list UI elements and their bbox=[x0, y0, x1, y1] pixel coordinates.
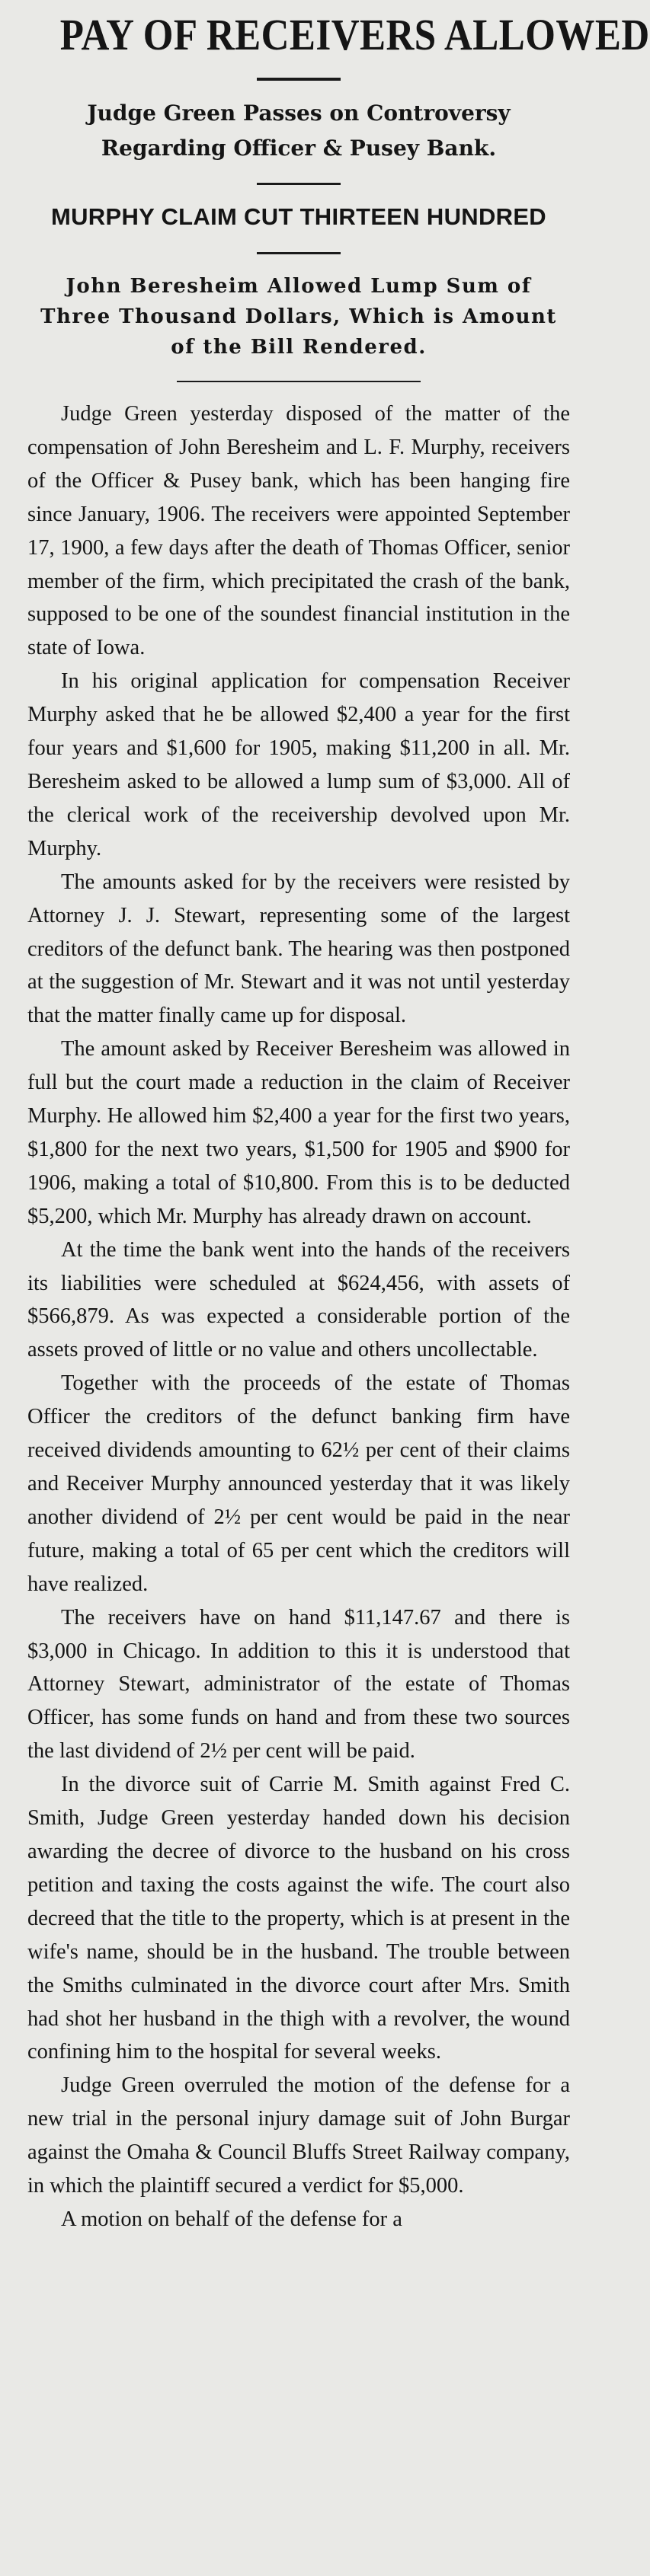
body-divider bbox=[177, 381, 421, 382]
article-body bbox=[27, 397, 570, 2236]
article-paragraph: Together with the proceeds of the estate of Thomas Officer the creditors of the defunct banking firm have received dividends amounting to 62½ per cent of their claims and Receiver Murphy announced yesterday that it was likely another dividend of 2½ per cent would be paid in the near future, making a total of 65 per cent which the creditors will have realized. bbox=[27, 1371, 570, 1596]
deck-divider-2 bbox=[257, 252, 341, 254]
headline-divider bbox=[257, 78, 341, 81]
article-deck-secondary: MURPHY CLAIM CUT THIRTEEN HUNDRED bbox=[51, 203, 546, 230]
deck-divider bbox=[257, 183, 341, 185]
article-deck-primary: Judge Green Passes on Controversy Regarding Officer & Pusey Bank. bbox=[87, 101, 511, 161]
article-paragraph: A motion on behalf of the defense for a bbox=[61, 2207, 402, 2231]
article-paragraph: The amounts asked for by the receivers were resisted by Attorney J. J. Stewart, representing some of the largest creditors of the defunct bank. The hearing was then postponed at the suggestion of Mr. Stewart and it was not until yesterday that the matter finally came up for disposal. bbox=[27, 870, 570, 1028]
article-paragraph: Judge Green yesterday disposed of the matter of the compensation of John Beresheim and L. F. Murphy, receivers of the Officer & Pusey bank, which has been hanging fire since January, 1906. The receivers were appointed September 17, 1900, a few days after the death of Thomas Officer, senior member of the firm, which precipitated the crash of the bank, supposed to be one of the soundest financial institution in the state of Iowa. bbox=[27, 402, 570, 660]
article-paragraph: The receivers have on hand $11,147.67 and there is $3,000 in Chicago. In addition to this it is understood that Attorney Stewart, administrator of the estate of Thomas Officer, has some funds on hand and from these two sources the last dividend of 2½ per cent will be paid. bbox=[27, 1605, 570, 1764]
article-headline: PAY OF RECEIVERS ALLOWED bbox=[59, 10, 650, 59]
article-deck-tertiary: John Beresheim Allowed Lump Sum of Three Thousand Dollars, Which is Amount of the Bill Rendered. bbox=[40, 275, 557, 359]
article-paragraph: In his original application for compensation Receiver Murphy asked that he be allowed $2,400 a year for the first four years and $1,600 for 1905, making $11,200 in all. Mr. Beresheim asked to be allowed a lump sum of $3,000. All of the clerical work of the receivership devolved upon Mr. Murphy. bbox=[27, 669, 570, 860]
article-paragraph: The amount asked by Receiver Beresheim was allowed in full but the court made a reduction in the claim of Receiver Murphy. He allowed him $2,400 a year for the first two years, $1,800 for the next two years, $1,500 for 1905 and $900 for 1906, making a total of $10,800. From this is to be deducted $5,200, which Mr. Murphy has already drawn on account. bbox=[27, 1037, 570, 1228]
article-paragraph: In the divorce suit of Carrie M. Smith against Fred C. Smith, Judge Green yesterday handed down his decision awarding the decree of divorce to the husband on his cross petition and taxing the costs against the wife. The court also decreed that the title to the property, which is at present in the wife's name, should be in the husband. The trouble between the Smiths culminated in the divorce court after Mrs. Smith had shot her husband in the thigh with a revolver, the wound confining him to the hospital for several weeks. bbox=[27, 1773, 570, 2064]
article-paragraph: At the time the bank went into the hands of the receivers its liabilities were scheduled at $624,456, with assets of $566,879. As was expected a considerable portion of the assets proved of little or no value and others uncollectable. bbox=[27, 1237, 570, 1362]
article-paragraph: Judge Green overruled the motion of the defense for a new trial in the personal injury damage suit of John Burgar against the Omaha & Council Bluffs Street Railway company, in which the plaintiff secured a verdict for $5,000. bbox=[27, 2073, 570, 2198]
